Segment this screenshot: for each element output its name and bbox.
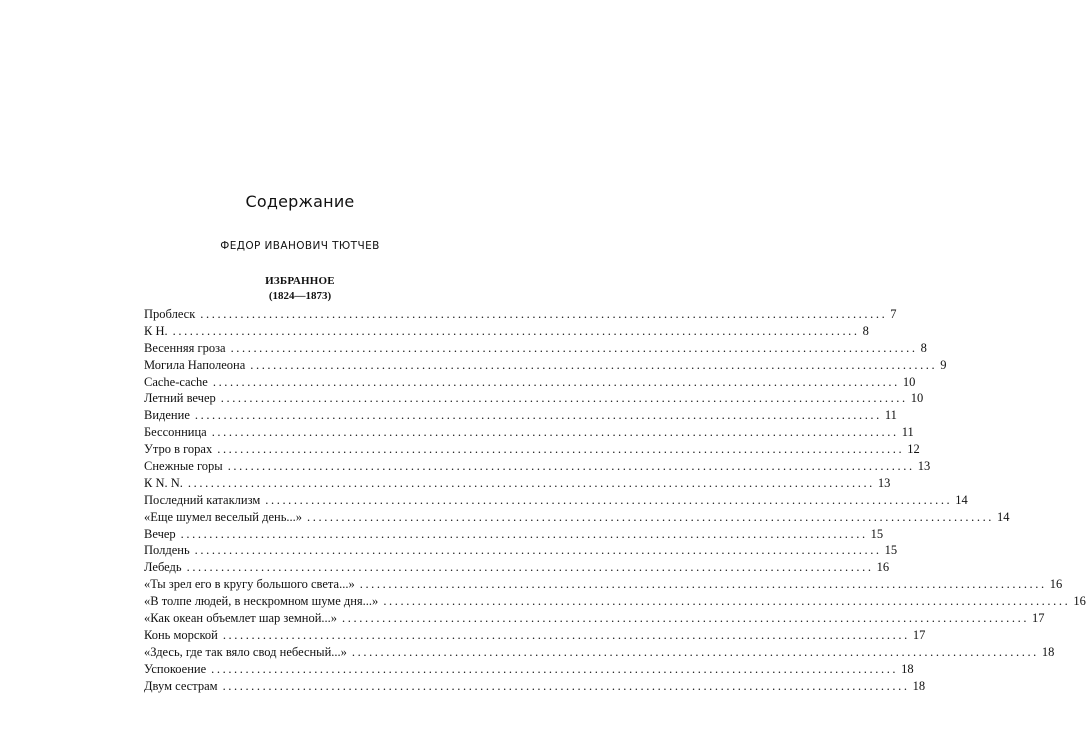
dot-leader: ........................................................................................................................: [307, 509, 995, 524]
toc-entry-title: Видение: [144, 408, 190, 423]
toc-entry[interactable]: [144, 340, 927, 357]
toc-entry[interactable]: [144, 661, 914, 678]
dot-leader: ........................................................................................................................: [342, 611, 1030, 626]
page-title: Содержание: [245, 192, 355, 211]
toc-entry-page: 11: [884, 408, 897, 423]
dot-leader: ........................................................................................................................: [222, 678, 910, 693]
table-of-contents: [144, 306, 1086, 694]
toc-entry-page: 18: [901, 661, 914, 676]
toc-entry-page: 16: [876, 560, 890, 575]
toc-entry[interactable]: [144, 357, 947, 374]
toc-entry-page: 10: [902, 374, 916, 389]
dot-leader: ........................................................................................................................: [222, 627, 910, 642]
dot-leader: ........................................................................................................................: [250, 357, 938, 372]
dot-leader: ........................................................................................................................: [383, 594, 1071, 609]
toc-entry-page: 17: [1032, 611, 1045, 626]
toc-entry[interactable]: [144, 627, 926, 644]
toc-entry-title: «Как океан объемлет шар земной...»: [144, 611, 338, 626]
toc-entry-title: Утро в горах: [144, 442, 213, 457]
toc-entry-title: Проблеск: [144, 307, 196, 321]
toc-entry[interactable]: [144, 559, 890, 576]
toc-entry-page: 13: [877, 475, 891, 490]
toc-entry-page: 8: [862, 323, 869, 338]
toc-entry[interactable]: [144, 593, 1086, 610]
toc-entry[interactable]: [144, 323, 869, 340]
toc-entry-title: Двум сестрам: [144, 678, 218, 693]
toc-entry-title: Вечер: [144, 526, 176, 541]
section-title: ИЗБРАННОЕ: [265, 275, 335, 287]
toc-entry[interactable]: [144, 542, 898, 559]
toc-entry-title: Успокоение: [144, 661, 207, 676]
dot-leader: ........................................................................................................................: [194, 408, 882, 423]
dot-leader: ........................................................................................................................: [230, 340, 918, 355]
toc-entry-page: 14: [955, 492, 968, 507]
toc-entry[interactable]: [144, 526, 884, 543]
toc-entry-title: К Н.: [144, 323, 168, 338]
toc-entry-page: 16: [1049, 577, 1063, 592]
toc-entry-title: Cache-cache: [144, 374, 208, 389]
toc-entry-title: Могила Наполеона: [144, 357, 246, 372]
section-years: (1824—1873): [268, 290, 332, 302]
toc-entry[interactable]: [144, 306, 897, 323]
toc-entry[interactable]: [144, 644, 1055, 661]
toc-entry[interactable]: [144, 610, 1045, 627]
toc-entry[interactable]: [144, 576, 1063, 593]
toc-entry-title: Полдень: [144, 543, 190, 558]
toc-entry-page: 15: [884, 543, 898, 558]
toc-entry-page: 12: [907, 442, 920, 457]
toc-entry-title: Весенняя гроза: [144, 340, 226, 355]
toc-entry-page: 16: [1073, 594, 1086, 609]
dot-leader: ........................................................................................................................: [265, 492, 953, 507]
toc-entry-page: 17: [912, 627, 926, 642]
toc-entry[interactable]: [144, 458, 931, 475]
toc-entry[interactable]: [144, 509, 1010, 526]
toc-entry[interactable]: [144, 390, 924, 407]
dot-leader: ........................................................................................................................: [186, 560, 874, 575]
dot-leader: ........................................................................................................................: [180, 526, 868, 541]
toc-entry-title: Снежные горы: [144, 459, 223, 474]
toc-entry-page: 7: [890, 307, 897, 321]
toc-entry-title: «В толпе людей, в нескромном шуме дня...»: [144, 594, 379, 609]
toc-entry[interactable]: [144, 441, 920, 458]
toc-entry-page: 13: [917, 459, 931, 474]
dot-leader: ........................................................................................................................: [351, 644, 1039, 659]
dot-leader: ........................................................................................................................: [187, 475, 875, 490]
toc-entry[interactable]: [144, 374, 916, 391]
dot-leader: ........................................................................................................................: [217, 442, 905, 457]
toc-entry[interactable]: [144, 475, 891, 492]
toc-entry-page: 10: [910, 391, 924, 406]
toc-entry-title: Летний вечер: [144, 391, 216, 406]
toc-entry-page: 9: [940, 357, 947, 372]
toc-entry-title: «Еще шумел веселый день...»: [144, 509, 303, 524]
toc-entry-title: Лебедь: [144, 560, 182, 575]
toc-entry[interactable]: [144, 492, 968, 509]
dot-leader: ........................................................................................................................: [220, 391, 908, 406]
toc-entry-title: Бессонница: [144, 425, 207, 440]
dot-leader: ........................................................................................................................: [211, 425, 899, 440]
dot-leader: ........................................................................................................................: [227, 459, 915, 474]
toc-entry-title: К N. N.: [144, 475, 183, 490]
toc-entry-page: 18: [1041, 644, 1055, 659]
author-heading: ФЕДОР ИВАНОВИЧ ТЮТЧЕВ: [220, 240, 380, 252]
dot-leader: ........................................................................................................................: [172, 323, 860, 338]
dot-leader: ........................................................................................................................: [212, 374, 900, 389]
toc-entry-page: 15: [870, 526, 884, 541]
toc-entry-page: 18: [912, 678, 926, 693]
toc-entry[interactable]: [144, 678, 926, 695]
dot-leader: ........................................................................................................................: [211, 661, 899, 676]
toc-entry-title: «Здесь, где так вяло свод небесный...»: [144, 644, 347, 659]
toc-entry-title: Последний катаклизм: [144, 492, 261, 507]
toc-entry-page: 11: [901, 425, 914, 440]
toc-entry-title: «Ты зрел его в кругу большого света...»: [144, 577, 355, 592]
dot-leader: ........................................................................................................................: [200, 307, 888, 321]
toc-entry-page: 8: [920, 340, 927, 355]
toc-entry-title: Конь морской: [144, 627, 218, 642]
dot-leader: ........................................................................................................................: [359, 577, 1047, 592]
toc-entry-page: 14: [997, 509, 1010, 524]
dot-leader: ........................................................................................................................: [194, 543, 882, 558]
toc-entry[interactable]: [144, 424, 914, 441]
toc-entry[interactable]: [144, 407, 897, 424]
